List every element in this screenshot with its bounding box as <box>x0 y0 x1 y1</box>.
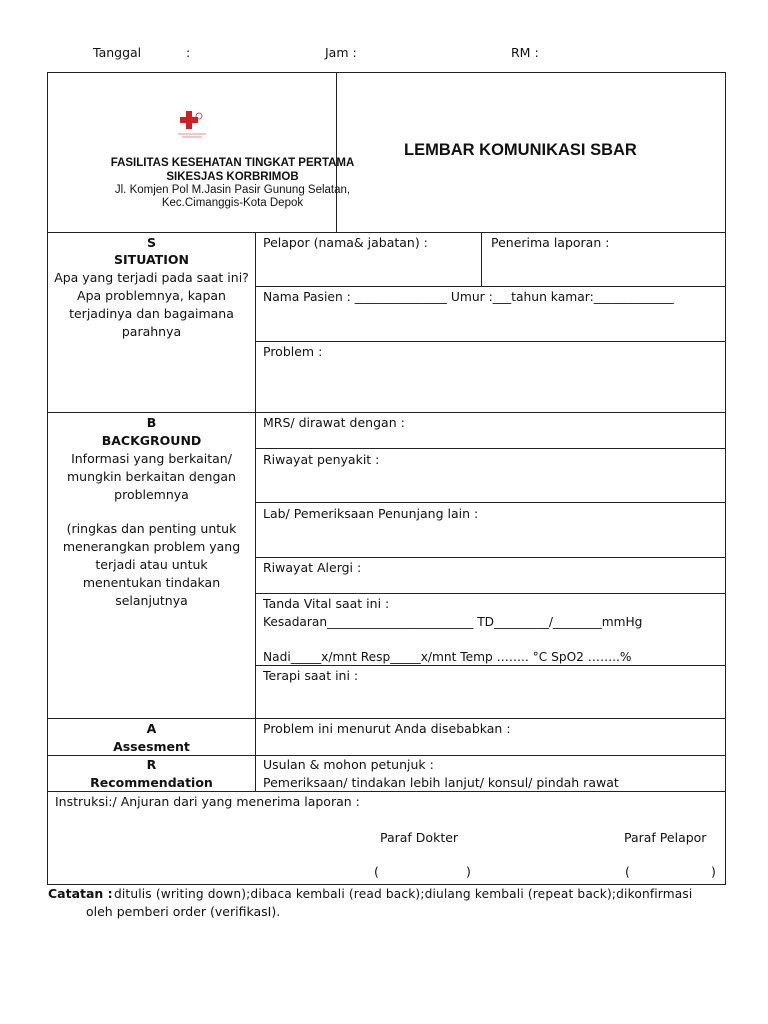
form-title: LEMBAR KOMUNIKASI SBAR <box>404 141 637 159</box>
assesment-letter: A <box>146 721 157 736</box>
paraf-dokter-paren-open: ( <box>374 864 379 879</box>
catatan-line2: oleh pemberi order (verifikasI). <box>86 904 281 919</box>
background-desc-7: terjadi atau untuk <box>95 557 208 572</box>
jam-label: Jam : <box>325 45 357 60</box>
background-desc-8: menentukan tindakan <box>82 575 221 590</box>
situation-desc-4: parahnya <box>121 324 182 339</box>
tanggal-colon: : <box>186 45 191 60</box>
background-letter: B <box>146 415 157 430</box>
terapi-field[interactable]: Terapi saat ini : <box>263 668 359 683</box>
tanggal-label: Tanggal <box>93 45 142 60</box>
background-desc-2: mungkin berkaitan dengan <box>66 469 236 484</box>
instruksi-field[interactable]: Instruksi:/ Anjuran dari yang menerima laporan : <box>55 794 360 809</box>
riwayat-penyakit-field[interactable]: Riwayat penyakit : <box>263 452 380 467</box>
paraf-pelapor-label: Paraf Pelapor <box>624 830 707 845</box>
paraf-pelapor-paren-close: ) <box>711 864 716 879</box>
recommendation-title: Recommendation <box>90 775 213 790</box>
background-desc-9: selanjutnya <box>115 593 188 608</box>
usulan-field[interactable]: Usulan & mohon petunjuk : <box>263 757 434 772</box>
background-desc-1: Informasi yang berkaitan/ <box>71 451 232 466</box>
paraf-dokter-paren-close: ) <box>466 864 471 879</box>
background-desc-5: (ringkas dan penting untuk <box>66 521 237 536</box>
catatan-line1: ditulis (writing down);dibaca kembali (read back);diulang kembali (repeat back);dikonfirmasi <box>114 887 693 901</box>
recommendation-letter: R <box>146 757 157 772</box>
situation-desc-2: Apa problemnya, kapan <box>77 288 226 303</box>
nadi-field[interactable]: Nadi_____x/mnt Resp_____x/mnt Temp …….. °C SpO2 ……..% <box>263 650 632 664</box>
rm-label: RM : <box>511 45 539 60</box>
riwayat-alergi-field[interactable]: Riwayat Alergi : <box>263 560 362 575</box>
catatan-label: Catatan : <box>48 886 113 901</box>
lab-field[interactable]: Lab/ Pemeriksaan Penunjang lain : <box>263 506 479 521</box>
kesadaran-field[interactable]: Kesadaran________________________ TD_________/________mmHg <box>263 615 643 629</box>
paraf-pelapor-paren-open: ( <box>625 864 630 879</box>
tanda-vital-label: Tanda Vital saat ini : <box>263 596 390 611</box>
assesment-field[interactable]: Problem ini menurut Anda disebabkan : <box>263 721 511 736</box>
background-title: BACKGROUND <box>101 433 202 448</box>
problem-field[interactable]: Problem : <box>263 344 323 359</box>
pemeriksaan-text: Pemeriksaan/ tindakan lebih lanjut/ konsul/ pindah rawat <box>263 775 619 790</box>
address-line2: Kec.Cimanggis-Kota Depok <box>161 197 304 209</box>
penerima-field[interactable]: Penerima laporan : <box>491 235 610 250</box>
org-name-line2: SIKESJAS KORBRIMOB <box>166 171 299 183</box>
hospital-logo <box>174 110 210 140</box>
situation-title: SITUATION <box>114 252 189 267</box>
background-desc-3: problemnya <box>114 487 189 502</box>
situation-desc-3: terjadinya dan bagaimana <box>69 306 234 321</box>
nama-pasien-field[interactable]: Nama Pasien : _______________ Umur :___tahun kamar:_____________ <box>263 290 674 304</box>
pelapor-field[interactable]: Pelapor (nama& jabatan) : <box>263 235 428 250</box>
background-desc-6: menerangkan problem yang <box>62 539 241 554</box>
situation-desc-1: Apa yang terjadi pada saat ini? <box>54 270 249 285</box>
situation-letter: S <box>146 235 156 250</box>
address-line1: Jl. Komjen Pol M.Jasin Pasir Gunung Selatan, <box>114 184 351 196</box>
paraf-dokter-label: Paraf Dokter <box>380 830 459 845</box>
assesment-title: Assesment <box>113 739 190 754</box>
mrs-field[interactable]: MRS/ dirawat dengan : <box>263 415 405 430</box>
org-name-line1: FASILITAS KESEHATAN TINGKAT PERTAMA <box>110 157 355 169</box>
